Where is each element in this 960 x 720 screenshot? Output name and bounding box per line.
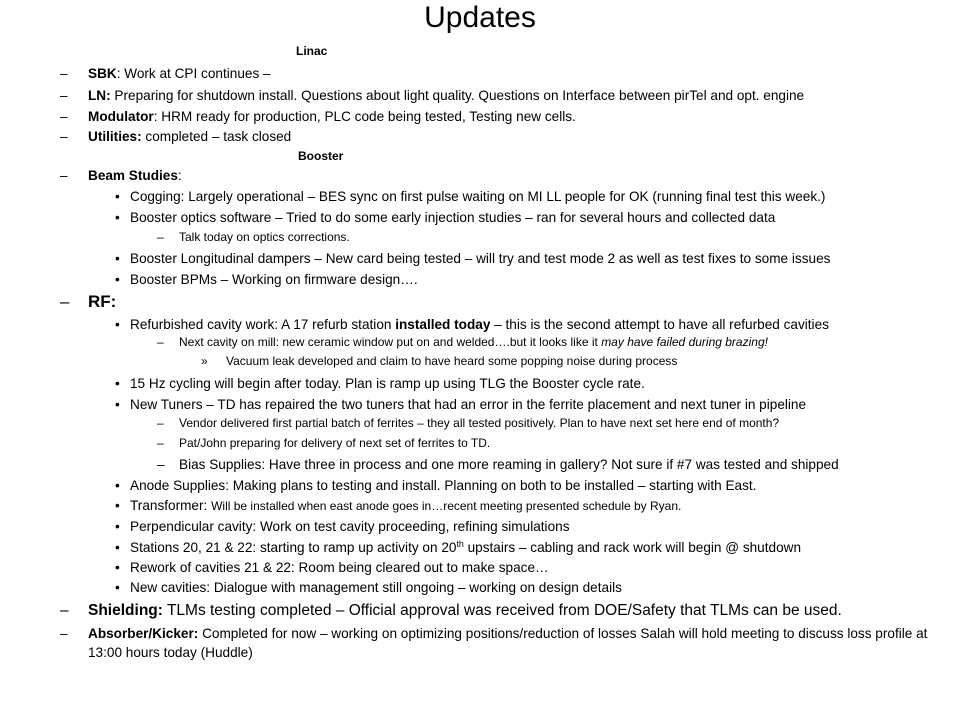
item-label: Absorber/Kicker: xyxy=(88,626,199,641)
item-text: Vendor delivered first partial batch of ferrites – they all tested positively. Plan to have next set here end of month? xyxy=(179,416,780,430)
dash-bullet: – xyxy=(157,416,164,430)
item-label: RF: xyxy=(88,292,117,311)
dot-bullet: • xyxy=(115,376,120,391)
item-text: Vacuum leak developed and claim to have heard some popping noise during process xyxy=(226,354,678,368)
item-text: TLMs testing completed – Official approval was received from DOE/Safety that TLMs can be used. xyxy=(162,602,842,619)
dash-bullet: – xyxy=(60,292,70,311)
item-label: SBK xyxy=(88,66,117,81)
item-text: Booster Longitudinal dampers – New card being tested – will try and test mode 2 as well as test fixes to some issues xyxy=(130,251,831,266)
dot-bullet: • xyxy=(115,580,120,595)
dot-bullet: • xyxy=(115,189,120,204)
item-text: New cavities: Dialogue with management still ongoing – working on design details xyxy=(130,580,622,595)
item-label: Modulator xyxy=(88,109,154,124)
dot-bullet: • xyxy=(115,478,120,493)
item-text: Cogging: Largely operational – BES sync on first pulse waiting on MI LL people for OK (running final test this week.) xyxy=(130,189,826,204)
dash-bullet: – xyxy=(157,230,164,244)
dot-bullet: • xyxy=(115,251,120,266)
dash-bullet: – xyxy=(60,88,68,103)
item-label: Shielding: xyxy=(88,602,163,619)
slide-title: Updates xyxy=(424,1,536,34)
item-label: Beam Studies xyxy=(88,168,178,183)
dot-bullet: • xyxy=(115,519,120,534)
item-text: Pat/John preparing for delivery of next set of ferrites to TD. xyxy=(179,436,491,450)
dash-bullet: – xyxy=(60,66,68,81)
item-text: Transformer: xyxy=(130,498,212,513)
item-emphasis: may have failed during brazing! xyxy=(601,335,768,349)
item-text: New Tuners – TD has repaired the two tuners that had an error in the ferrite placement and next tuner in pipeline xyxy=(130,397,807,412)
item-text: : HRM ready for production, PLC code being tested, Testing new cells. xyxy=(153,109,576,124)
item-label: Utilities: xyxy=(88,129,142,144)
dot-bullet: • xyxy=(115,272,120,287)
item-text: Completed for now – working on optimizing positions/reduction of losses Salah will hold meeting to discuss loss profile at 13:00 hours today (Huddle) xyxy=(88,626,928,660)
item-text: Next cavity on mill: new ceramic window put on and welded….but it looks like it xyxy=(179,335,602,349)
ordinal-suffix: th xyxy=(456,539,464,550)
dot-bullet: • xyxy=(115,317,120,332)
item-text: Stations 20, 21 & 22: starting to ramp up activity on 20 xyxy=(130,540,457,555)
item-text: : xyxy=(177,168,182,183)
item-text: Will be installed when east anode goes in…recent meeting presented schedule by Ryan. xyxy=(211,499,682,513)
dash-bullet: – xyxy=(60,129,68,144)
item-text: Perpendicular cavity: Work on test cavity proceeding, refining simulations xyxy=(130,519,570,534)
item-text: – this is the second attempt to have all refurbed cavities xyxy=(490,317,829,332)
item-text: Preparing for shutdown install. Questions about light quality. Questions on Interface between pirTel and opt. engine xyxy=(110,88,805,103)
item-text: Bias Supplies: Have three in process and one more reaming in gallery? Not sure if #7 was tested and shipped xyxy=(179,457,839,472)
dash-bullet: – xyxy=(157,436,164,450)
dot-bullet: • xyxy=(115,498,120,513)
dash-bullet: – xyxy=(157,335,164,349)
item-text: Refurbished cavity work: A 17 refurb station xyxy=(130,317,396,332)
item-text: Rework of cavities 21 & 22: Room being cleared out to make space… xyxy=(130,560,549,575)
raquo-bullet: » xyxy=(201,354,208,368)
item-emphasis: installed today xyxy=(395,317,491,332)
dot-bullet: • xyxy=(115,540,120,555)
item-text: Booster BPMs – Working on firmware design…. xyxy=(130,272,418,287)
section-heading-booster: Booster xyxy=(298,149,344,163)
dash-bullet: – xyxy=(60,168,68,183)
dash-bullet: – xyxy=(60,109,68,124)
dash-bullet: – xyxy=(157,457,165,472)
item-text: upstairs – cabling and rack work will begin @ shutdown xyxy=(463,540,802,555)
item-label: LN: xyxy=(88,88,111,103)
item-text: Talk today on optics corrections. xyxy=(179,230,350,244)
dot-bullet: • xyxy=(115,397,120,412)
section-heading-linac: Linac xyxy=(296,44,328,58)
item-text: Anode Supplies: Making plans to testing and install. Planning on both to be installed – starting with East. xyxy=(130,478,757,493)
item-text: Booster optics software – Tried to do some early injection studies – ran for several hours and collected data xyxy=(130,210,776,225)
dot-bullet: • xyxy=(115,210,120,225)
item-text: completed – task closed xyxy=(141,129,292,144)
item-text: 15 Hz cycling will begin after today. Plan is ramp up using TLG the Booster cycle rate. xyxy=(130,376,645,391)
item-text: : Work at CPI continues – xyxy=(116,66,271,81)
dash-bullet: – xyxy=(60,602,69,619)
dot-bullet: • xyxy=(115,560,120,575)
dash-bullet: – xyxy=(60,626,68,641)
